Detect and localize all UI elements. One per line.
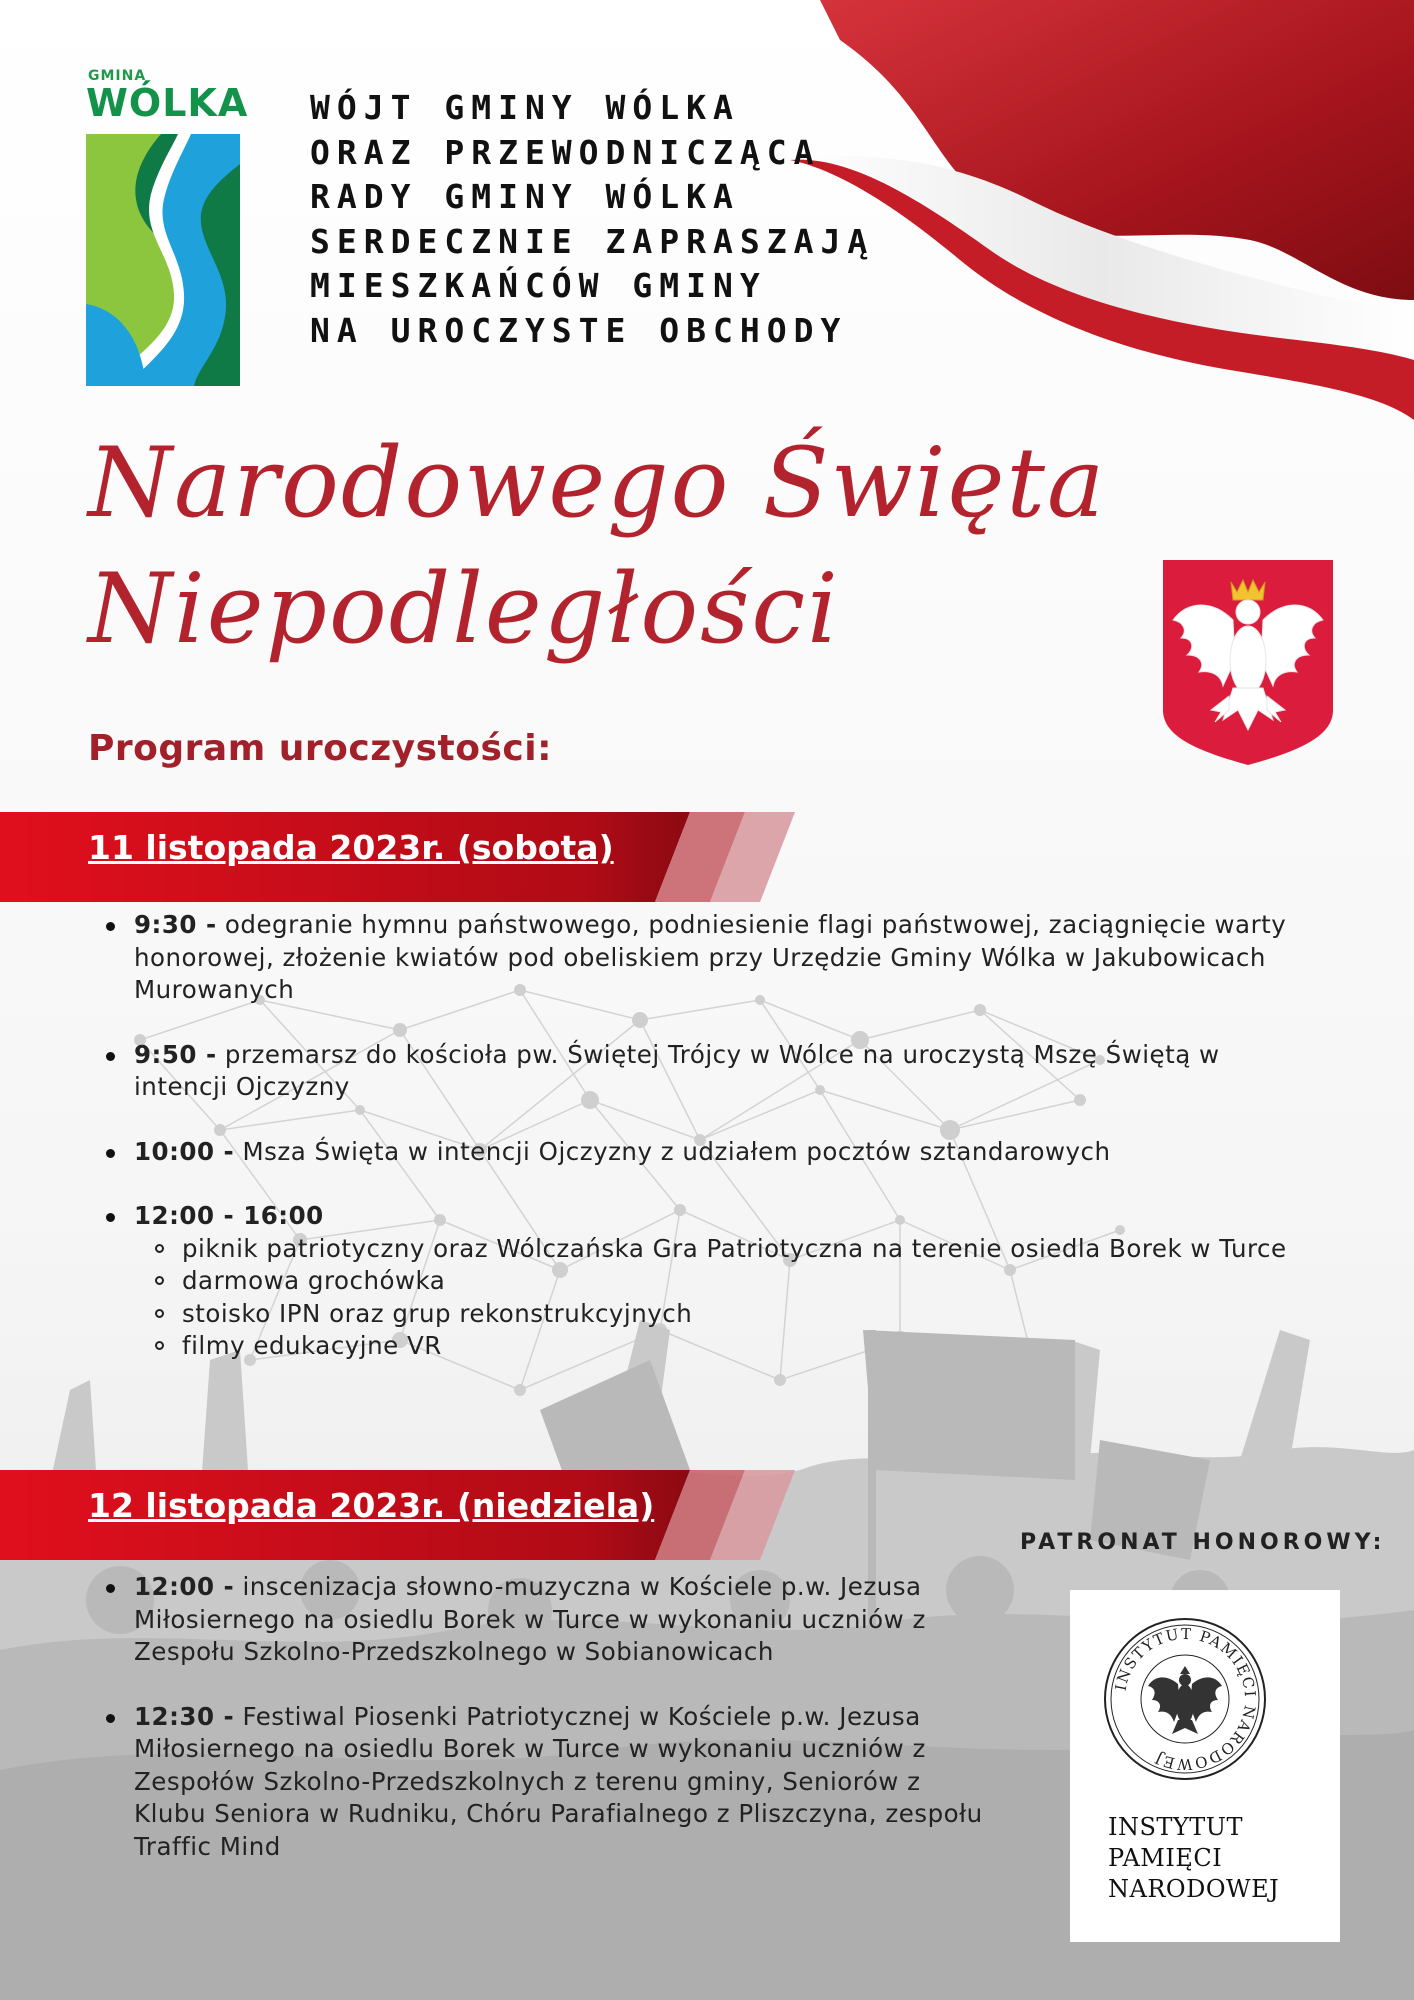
sub-list-item: darmowa grochówka	[182, 1265, 1364, 1298]
list-item	[134, 1200, 1364, 1233]
item-time: 12:00 -	[134, 1572, 235, 1601]
sub-list-item: piknik patriotyczny oraz Wólczańska Gra Patriotyczna na terenie osiedla Borek w Turce	[182, 1233, 1364, 1266]
ipn-name-line: NARODOWEJ	[1108, 1875, 1280, 1903]
list-item	[134, 1136, 1364, 1169]
logo-big-text: WÓLKA	[86, 81, 249, 125]
program-label: Program uroczystości:	[88, 728, 552, 769]
header-line: ORAZ PRZEWODNICZĄCA	[310, 132, 821, 172]
item-time: 12:00 - 16:00	[134, 1201, 324, 1230]
wolka-logo	[86, 68, 249, 386]
title-line-2: Niepodległości	[88, 553, 840, 665]
ipn-name-line: INSTYTUT	[1108, 1813, 1244, 1841]
header-line: WÓJT GMINY WÓLKA	[310, 88, 740, 127]
item-time: 9:30 -	[134, 910, 217, 939]
item-text: Msza Święta w intencji Ojczyzny z udziałem pocztów sztandarowych	[234, 1136, 1111, 1166]
day1-heading: 11 listopada 2023r. (sobota)	[88, 828, 614, 867]
header-line: SERDECZNIE ZAPRASZAJĄ	[310, 221, 875, 261]
page-title	[88, 420, 1106, 672]
sub-list-item: filmy edukacyjne VR	[182, 1330, 1364, 1363]
day2-heading: 12 listopada 2023r. (niedziela)	[88, 1486, 655, 1525]
list-item	[134, 1701, 984, 1864]
polish-eagle-coat-of-arms-icon	[1163, 560, 1333, 765]
seal-text: INSTYTUT PAMIĘCI NARODOWEJ	[1111, 1624, 1260, 1774]
ipn-name	[1108, 1812, 1279, 1905]
header-line: MIESZKAŃCÓW GMINY	[310, 266, 767, 305]
ipn-name-line: PAMIĘCI	[1108, 1844, 1223, 1872]
ipn-patron-box	[1070, 1590, 1340, 1942]
flag-ribbon-decoration	[780, 0, 1414, 420]
list-item	[134, 1571, 984, 1669]
logo-small-text: GMINA	[88, 68, 147, 84]
item-text: inscenizacja słowno-muzyczna w Kościele p.w. Jezusa Miłosiernego na osiedlu Borek w Turce w wykonaniu uczniów z Zespołu Szkolno-Przedszkolnego w Sobianowicach	[134, 1572, 926, 1666]
item-text: odegranie hymnu państwowego, podniesienie flagi państwowej, zaciągnięcie warty honorowej, złożenie kwiatów pod obeliskiem przy Urzędzie Gminy Wólka w Jakubowicach Murowanych	[134, 910, 1287, 1004]
wolka-river-logo-icon	[86, 134, 240, 386]
item-text: Festiwal Piosenki Patriotycznej w Kościele p.w. Jezusa Miłosiernego na osiedlu Borek w Turce w wykonaniu uczniów z Zespołów Szkolno-Przedszkolnych z terenu gminy, Seniorów z Klubu Seniora w Rudniku, Chóru Parafialnego z Pliszczyna, zespołu Traffic Mind	[134, 1701, 983, 1861]
item-time: 12:30 -	[134, 1701, 235, 1731]
invitation-header	[310, 86, 874, 353]
item-text: przemarsz do kościoła pw. Świętej Trójcy w Wólce na uroczystą Mszę Świętą w intencji Ojczyzny	[134, 1039, 1220, 1101]
title-line-1: Narodowego Święta	[88, 427, 1107, 539]
header-line: NA UROCZYSTE OBCHODY	[310, 310, 848, 350]
day1-program-list	[134, 909, 1364, 1363]
item-time: 10:00 -	[134, 1136, 235, 1166]
header-line: RADY GMINY WÓLKA	[310, 177, 740, 216]
list-item	[134, 909, 1364, 1007]
sub-list-item: stoisko IPN oraz grup rekonstrukcyjnych	[182, 1298, 1364, 1331]
ipn-seal-icon	[1102, 1616, 1268, 1782]
patron-label: PATRONAT HONOROWY:	[1020, 1530, 1386, 1555]
item-time: 9:50 -	[134, 1039, 217, 1069]
list-item	[134, 1039, 1364, 1104]
day2-program-list	[134, 1571, 984, 1863]
